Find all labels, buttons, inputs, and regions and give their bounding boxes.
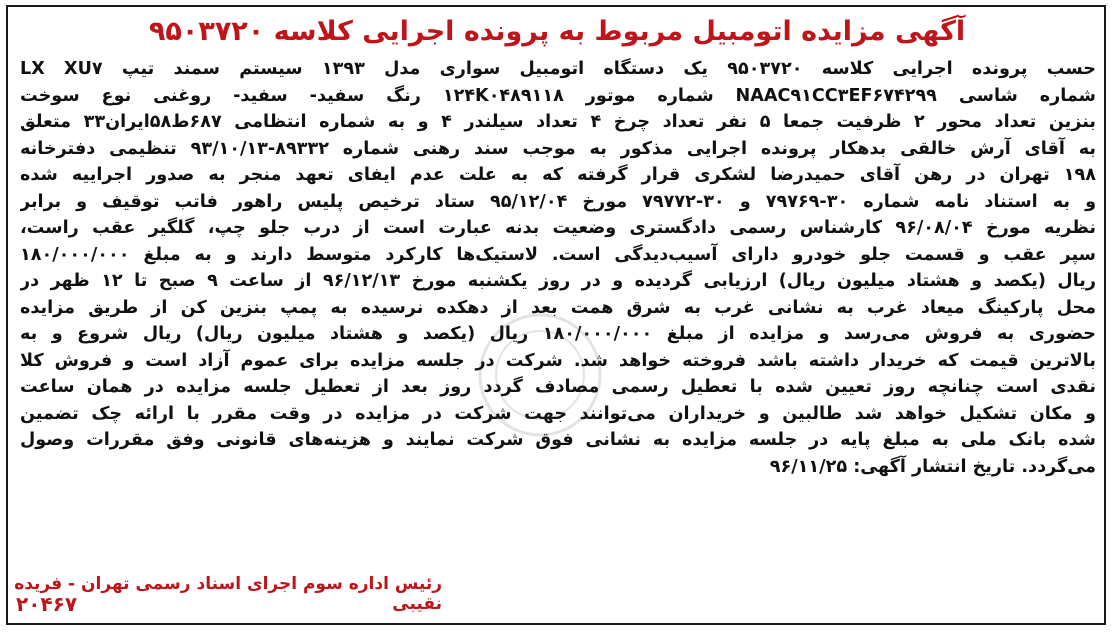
body-line: بنزین تعداد محور ۲ ظرفیت جمعا ۵ نفر تعداد چرخ ۴ تعداد سیلندر ۴ و به شماره انتظامی ۶۸۷ط۵۸ایران۳۳ متعلق xyxy=(20,112,1096,132)
body-line: شماره شاسی NAAC۹۱CC۳EF۶۷۴۲۹۹ شماره موتور ۱۲۴K۰۴۸۹۱۱۸ رنگ سفید- سفید- روغنی نوع سوخت xyxy=(20,85,1096,106)
body-line-last: می‌گردد. تاریخ انتشار آگهی: ۹۶/۱۱/۲۵ xyxy=(769,456,1096,477)
body-line: و مکان تشکیل خواهد شد طالبین و خریداران می‌توانند جهت شرکت در مزایده در وقت مقرر با ارائه چک تضمین xyxy=(20,403,1096,424)
body-line: بالاترین قیمت که خریدار داشته باشد فروخته خواهد شد. شرکت در جلسه مزایده برای عموم آزاد است و فروش کلا xyxy=(20,350,1096,371)
notice-body xyxy=(12,56,1102,480)
body-line: حسب پرونده اجرایی کلاسه ۹۵۰۳۷۲۰ یک دستگاه اتومبیل سواری مدل ۱۳۹۳ سیستم سمند تیپ LX XU۷ xyxy=(20,59,1096,79)
auction-notice xyxy=(12,10,1102,622)
notice-code: ۲۰۴۶۷ xyxy=(16,592,78,616)
body-line: سپر عقب و قسمت جلو خودرو دارای آسیب‌دیدگی است. لاستیک‌ها کارکرد متوسط دارند و به مبلغ ۱۸۰/۰۰۰/۰۰۰ xyxy=(20,244,1096,265)
signature: رئیس اداره سوم اجرای اسناد رسمی تهران - فریده نقیبی xyxy=(14,574,442,614)
body-line: ریال (یکصد و هشتاد میلیون ریال) ارزیابی گردیده و در روز یکشنبه مورخ ۹۶/۱۲/۱۳ از ساعت ۹ صبح تا ۱۲ ظهر در xyxy=(20,271,1096,291)
notice-footer xyxy=(12,574,1102,622)
body-line: نقدی است چنانچه روز تعیین شده با تعطیل رسمی مصادف گردد روز بعد از تعطیل جلسه مزایده در همان ساعت xyxy=(20,377,1096,397)
body-line: محل پارکینگ میعاد غرب به نشانی غرب به شرق همت بعد از دهکده نرسیده به پمپ بنزین کن از طریق مزایده xyxy=(20,297,1096,318)
body-line: به آقای آرش خالقی بدهکار پرونده اجرایی مذکور به موجب سند رهنی شماره ۸۹۳۳۲-۹۳/۱۰/۱۳ تنظیمی دفترخانه xyxy=(20,138,1096,159)
body-line: نظریه مورخ ۹۶/۰۸/۰۴ کارشناس رسمی دادگستری وضعیت بدنه عبارت است از درب جلو چپ، گلگیر عقب راست، xyxy=(20,218,1096,238)
body-line: حضوری به فروش می‌رسد و مزایده از مبلغ ۱۸۰/۰۰۰/۰۰۰ ریال (یکصد و هشتاد میلیون ریال) ریال شروع و به xyxy=(20,324,1096,344)
body-line: ۱۹۸ تهران در رهن آقای حمیدرضا لشکری قرار گرفته که به علت عدم ایفای تعهد منجر به صدور اجراییه شده xyxy=(20,165,1096,185)
body-line: و به استناد نامه شماره ۳۰-۷۹۷۶۹ و ۳۰-۷۹۷۷۲ مورخ ۹۵/۱۲/۰۴ ستاد ترخیص پلیس راهور فاتب توقیف و برابر xyxy=(20,191,1096,212)
body-line: شده بانک ملی به مبلغ پایه در جلسه مزایده به نشانی فوق شرکت نمایند و هزینه‌های قانونی وفق مقررات وصول xyxy=(20,430,1096,450)
notice-title: آگهی مزایده اتومبیل مربوط به پرونده اجرایی کلاسه ۹۵۰۳۷۲۰ xyxy=(148,16,966,47)
